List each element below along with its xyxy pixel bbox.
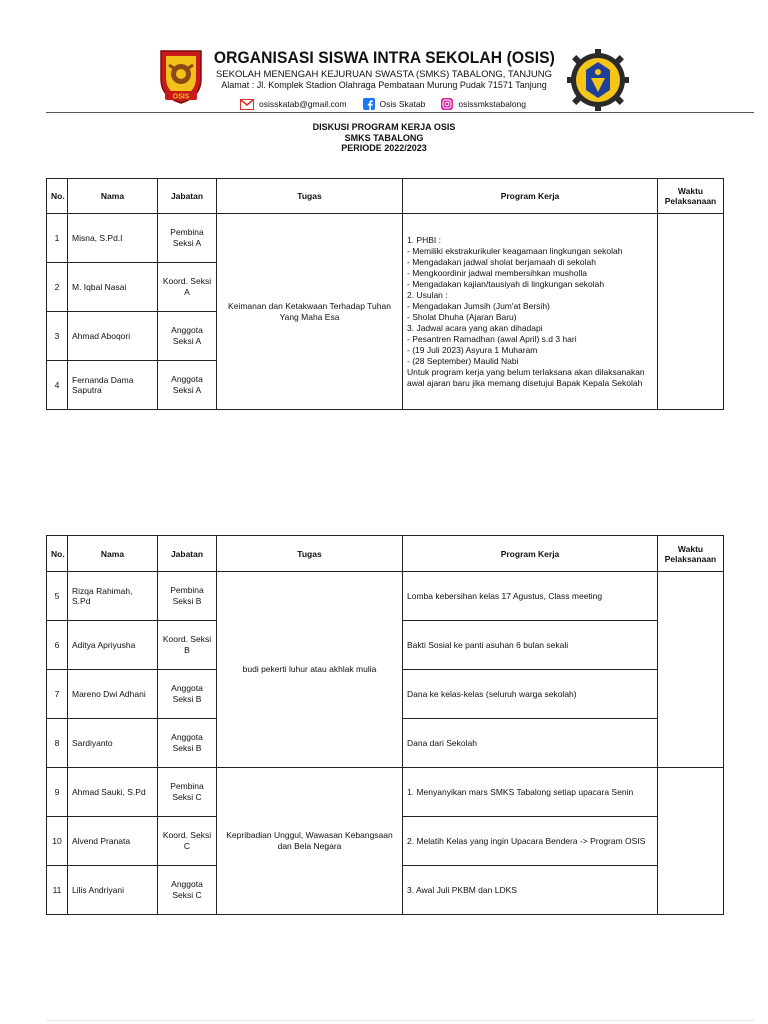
program-line: 2. Usulan : — [407, 289, 448, 300]
row-no: 10 — [47, 817, 68, 866]
col-program-header: Program Kerja — [403, 179, 658, 214]
row-no: 5 — [47, 572, 68, 621]
row-program: 2. Melatih Kelas yang ingin Upacara Bendera -> Program OSIS — [403, 817, 658, 866]
program-line: - (19 Juli 2023) Asyura 1 Muharam — [407, 344, 538, 355]
row-nama: Fernanda Dama Saputra — [68, 361, 158, 410]
row-jabatan: Anggota Seksi C — [158, 866, 217, 915]
tugas-cell-a: Keimanan dan Ketakwaan Terhadap Tuhan Yang Maha Esa — [217, 214, 403, 410]
row-no: 9 — [47, 768, 68, 817]
facebook-icon — [363, 98, 375, 110]
waktu-cell-a — [658, 214, 724, 410]
school-logo — [565, 48, 631, 112]
row-no: 1 — [47, 214, 68, 263]
row-jabatan: Koord. Seksi B — [158, 621, 217, 670]
row-nama: M. Iqbal Nasai — [68, 263, 158, 312]
program-line: - Sholat Dhuha (Ajaran Baru) — [407, 311, 517, 322]
table-row — [47, 768, 724, 817]
program-table-2 — [46, 535, 724, 915]
table-header-row — [47, 536, 724, 572]
document-title — [0, 122, 768, 154]
row-jabatan: Pembina Seksi A — [158, 214, 217, 263]
program-line: - (28 September) Maulid Nabi — [407, 355, 519, 366]
col-tugas-header: Tugas — [217, 179, 403, 214]
title-line-1: DISKUSI PROGRAM KERJA OSIS — [312, 122, 456, 132]
waktu-cell-c — [658, 768, 724, 915]
row-program: Dana ke kelas-kelas (seluruh warga sekolah) — [403, 670, 658, 719]
program-line: - Pesantren Ramadhan (awal April) s.d 3 hari — [407, 333, 577, 344]
waktu-cell-b — [658, 572, 724, 768]
program-line: - Mengadakan jadwal sholat berjamaah di sekolah — [407, 256, 597, 267]
tugas-cell-b: budi pekerti luhur atau akhlak mulia — [217, 572, 403, 768]
row-nama: Aditya Apriyusha — [68, 621, 158, 670]
row-no: 7 — [47, 670, 68, 719]
row-nama: Ahmad Sauki, S.Pd — [68, 768, 158, 817]
row-nama: Lilis Andriyani — [68, 866, 158, 915]
email-contact[interactable] — [240, 99, 347, 110]
row-nama: Mareno Dwi Adhani — [68, 670, 158, 719]
row-jabatan: Koord. Seksi A — [158, 263, 217, 312]
instagram-icon — [441, 98, 453, 110]
row-nama: Rizqa Rahimah, S.Pd — [68, 572, 158, 621]
col-no-header: No. — [47, 179, 68, 214]
email-text: osisskatab@gmail.com — [259, 99, 347, 109]
row-jabatan: Koord. Seksi C — [158, 817, 217, 866]
school-name: SEKOLAH MENENGAH KEJURUAN SWASTA (SMKS) TABALONG, TANJUNG — [215, 69, 553, 80]
col-nama-header: Nama — [68, 179, 158, 214]
instagram-contact[interactable] — [441, 98, 526, 110]
facebook-contact[interactable] — [363, 98, 426, 110]
program-line: 1. PHBI : — [407, 234, 442, 245]
program-line: 3. Jadwal acara yang akan dihadapi — [407, 322, 543, 333]
program-line: - Mengkoordinir jadwal membersihkan musholla — [407, 267, 587, 278]
table-row — [47, 214, 724, 263]
col-waktu-header: Waktu Pelaksanaan — [658, 536, 724, 572]
row-program: Lomba kebersihan kelas 17 Agustus, Class meeting — [403, 572, 658, 621]
program-table-1 — [46, 178, 724, 410]
program-line: Untuk program kerja yang belum terlaksana akan dilaksanakan awal ajaran baru jika memang disetujui Bapak Kepala Sekolah — [407, 366, 645, 388]
row-no: 3 — [47, 312, 68, 361]
title-line-2: SMKS TABALONG — [344, 132, 424, 143]
col-waktu-header: Waktu Pelaksanaan — [658, 179, 724, 214]
row-jabatan: Anggota Seksi A — [158, 312, 217, 361]
table-header-row — [47, 179, 724, 214]
col-program-header: Program Kerja — [403, 536, 658, 572]
organization-name: ORGANISASI SISWA INTRA SEKOLAH (OSIS) — [213, 48, 555, 67]
row-nama: Misna, S.Pd.I — [68, 214, 158, 263]
table-row — [47, 572, 724, 621]
title-line-3: PERIODE 2022/2023 — [341, 143, 427, 153]
school-address: Alamat : Jl. Komplek Stadion Olahraga Pembataan Murung Pudak 71571 Tanjung — [221, 80, 547, 90]
col-nama-header: Nama — [68, 536, 158, 572]
row-jabatan: Anggota Seksi B — [158, 719, 217, 768]
col-no-header: No. — [47, 536, 68, 572]
facebook-text: Osis Skatab — [379, 99, 426, 109]
svg-text:OSIS: OSIS — [172, 93, 190, 101]
row-jabatan: Pembina Seksi C — [158, 768, 217, 817]
program-line: - Memiliki ekstrakurikuler keagamaan lingkungan sekolah — [407, 245, 623, 256]
col-jabatan-header: Jabatan — [158, 536, 217, 572]
row-program: Dana dari Sekolah — [403, 719, 658, 768]
program-line: - Mengadakan Jumsih (Jum'at Bersih) — [407, 300, 550, 311]
row-jabatan: Pembina Seksi B — [158, 572, 217, 621]
instagram-text: osissmkstabalong — [458, 99, 526, 109]
row-no: 4 — [47, 361, 68, 410]
page-bottom-divider — [46, 1020, 754, 1021]
program-line: - Mengadakan kajian/tausiyah di lingkungan sekolah — [407, 278, 605, 289]
col-tugas-header: Tugas — [217, 536, 403, 572]
row-nama: Sardiyanto — [68, 719, 158, 768]
gmail-icon — [240, 99, 254, 110]
row-program: 1. Menyanyikan mars SMKS Tabalong setiap upacara Senin — [403, 768, 658, 817]
row-nama: Ahmad Aboqori — [68, 312, 158, 361]
row-jabatan: Anggota Seksi A — [158, 361, 217, 410]
row-program: 3. Awal Juli PKBM dan LDKS — [403, 866, 658, 915]
row-nama: Alvend Pranata — [68, 817, 158, 866]
row-no: 6 — [47, 621, 68, 670]
row-no: 2 — [47, 263, 68, 312]
contact-bar — [240, 96, 542, 112]
program-kerja-cell-a — [403, 214, 658, 410]
col-jabatan-header: Jabatan — [158, 179, 217, 214]
header-divider — [46, 112, 754, 113]
row-no: 11 — [47, 866, 68, 915]
row-no: 8 — [47, 719, 68, 768]
row-jabatan: Anggota Seksi B — [158, 670, 217, 719]
row-program: Bakti Sosial ke panti asuhan 6 bulan sekali — [403, 621, 658, 670]
letterhead — [0, 0, 768, 112]
tugas-cell-c: Kepribadian Unggul, Wawasan Kebangsaan dan Bela Negara — [217, 768, 403, 915]
